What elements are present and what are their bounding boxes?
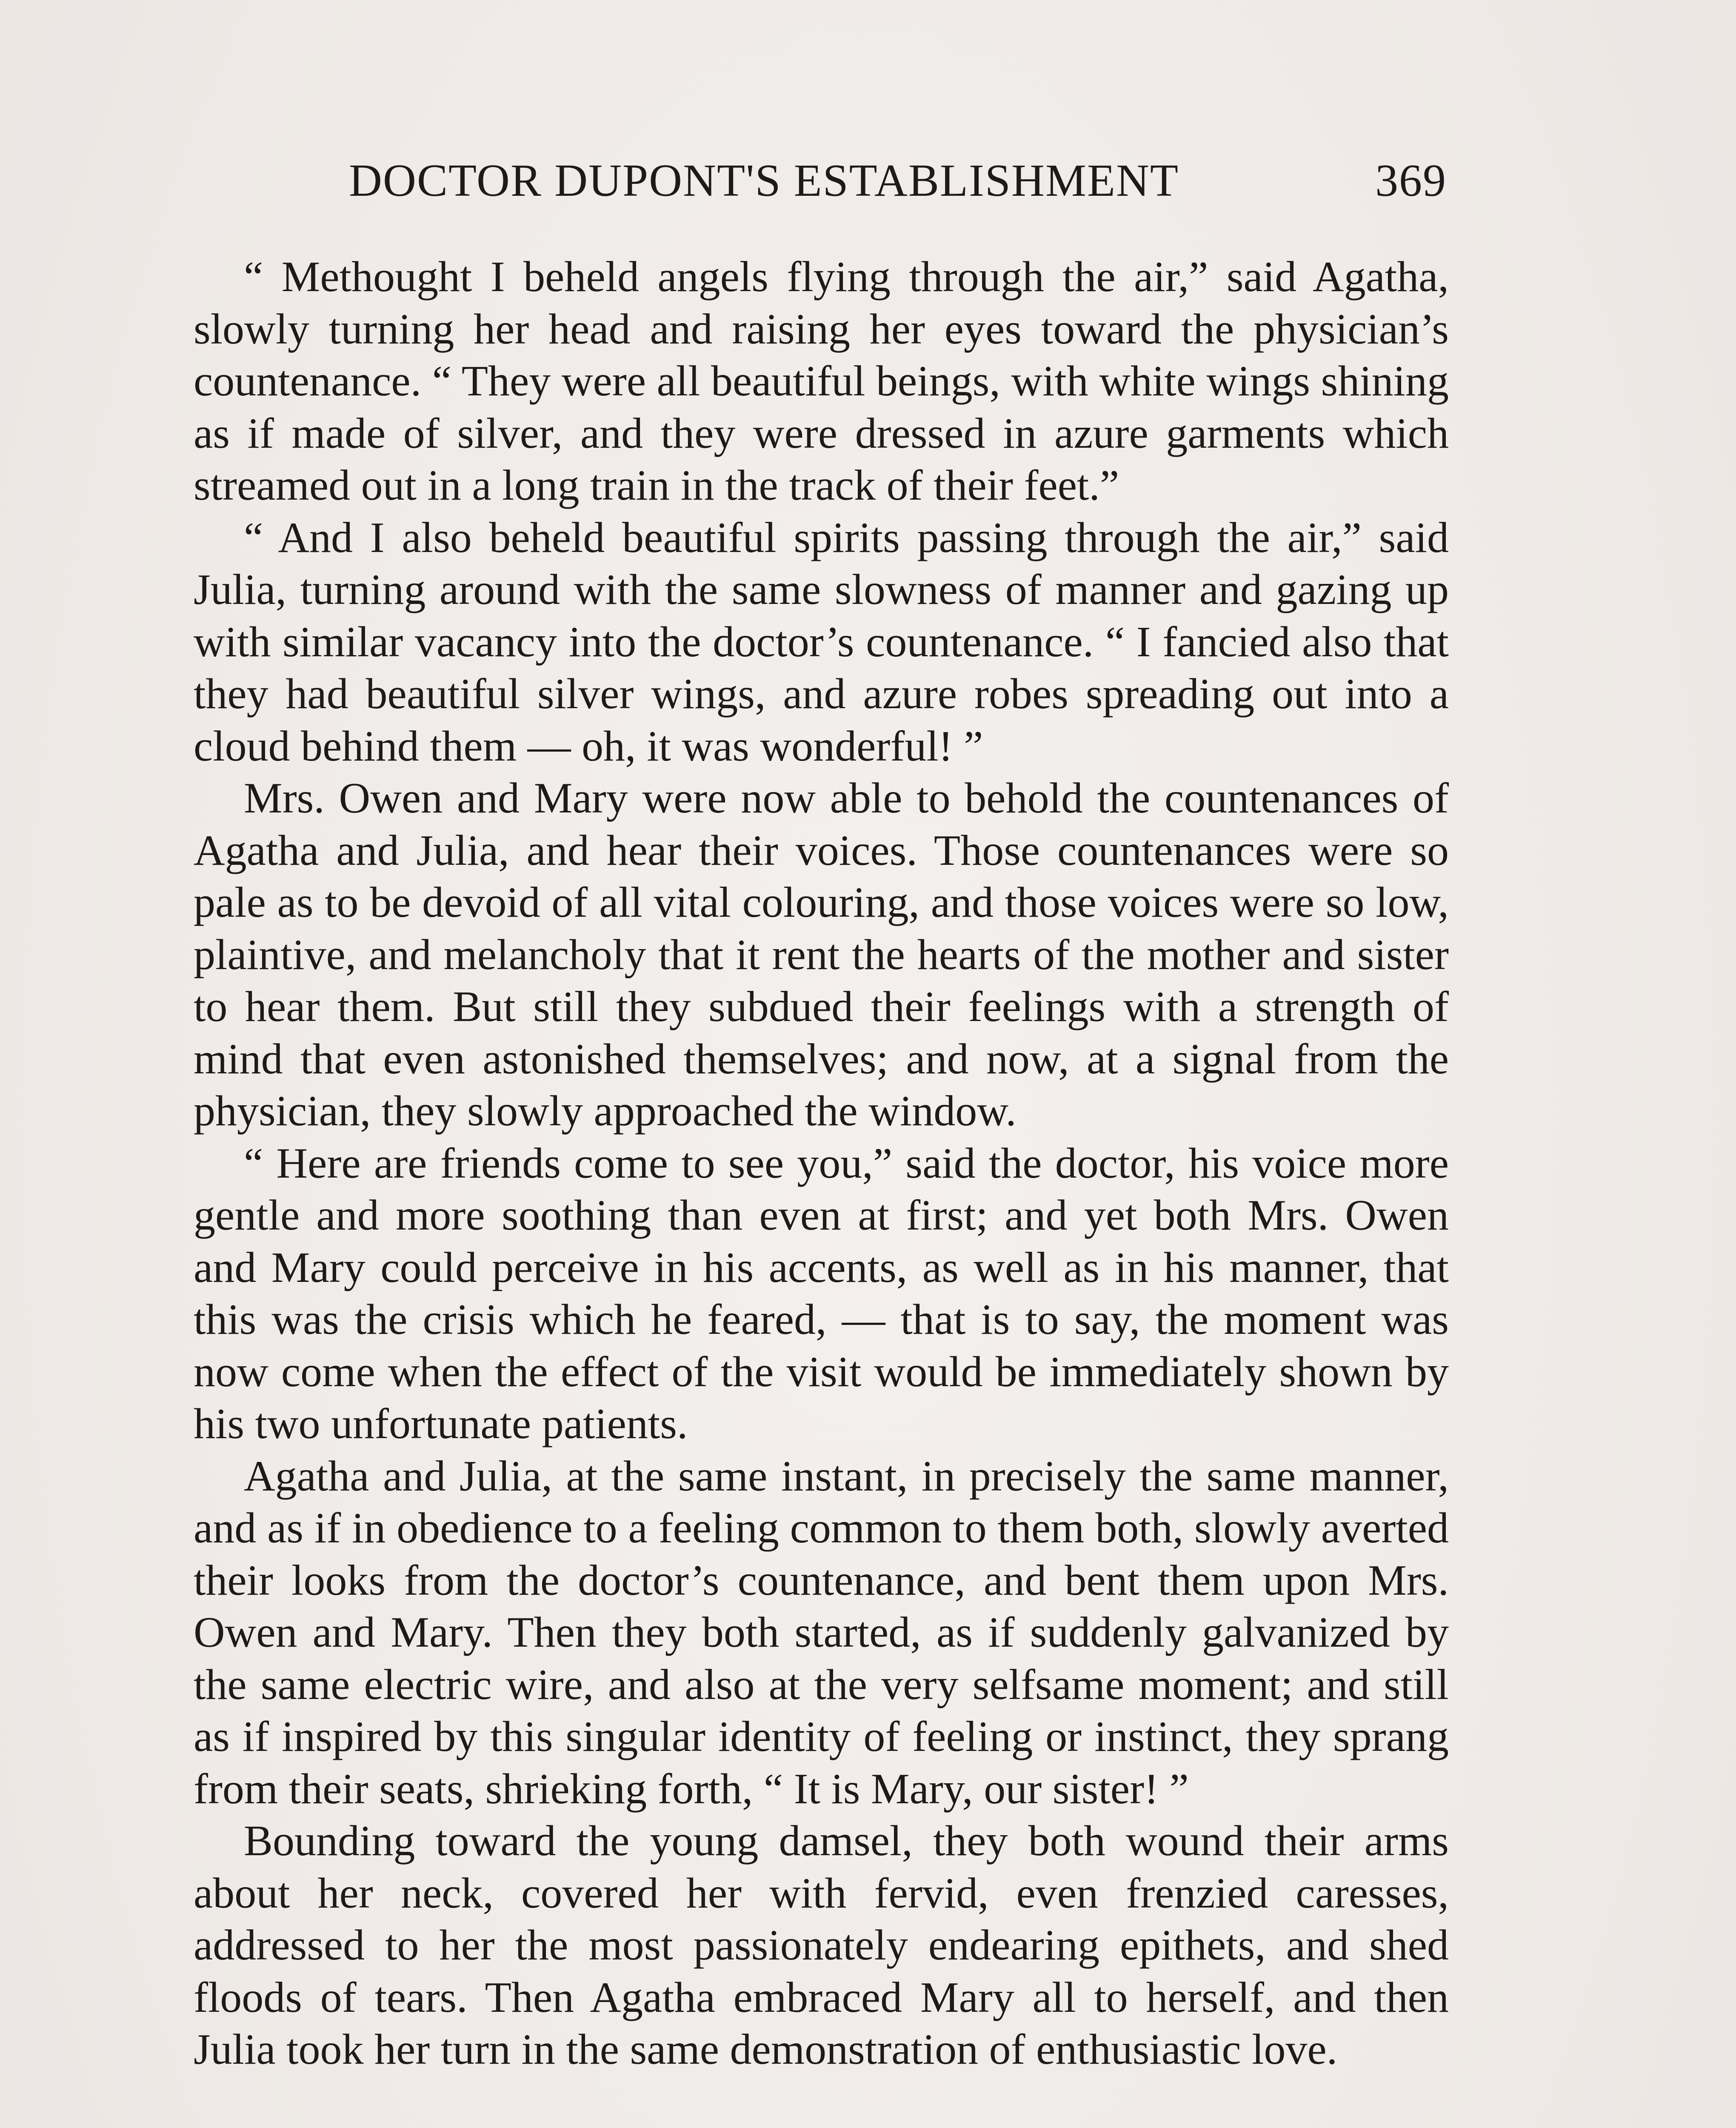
body-text xyxy=(194,251,1449,2076)
paragraph: Bounding toward the young damsel, they both wound their arms about her neck, covered her with fervid, even frenzied caresses, addressed to her the most passionately endearing epithets, and shed floods of tears. Then Agatha embraced Mary all to herself, and then Julia took her turn in the same demonstration of enthusiastic love. xyxy=(194,1817,1449,2074)
paragraph: Mrs. Owen and Mary were now able to behold the countenances of Agatha and Julia, and hear their voices. Those countenances were so pale as to be devoid of all vital colouring, and those voices were so low, plaintive, and melancholy that it rent the hearts of the mother and sister to hear them. But still they subdued their feelings with a strength of mind that even astonished themselves; and now, at a signal from the physician, they slowly approached the window. xyxy=(194,774,1449,1135)
running-head-title: DOCTOR DUPONT'S ESTABLISHMENT xyxy=(349,155,1179,206)
paragraph: “ Here are friends come to see you,” said the doctor, his voice more gentle and more soothing than even at first; and yet both Mrs. Owen and Mary could perceive in his accents, as well as in his manner, that this was the crisis which he feared, — that is to say, the moment was now come when the effect of the visit would be immediately shown by his two unfortunate patients. xyxy=(194,1139,1449,1448)
page-number: 369 xyxy=(1375,155,1447,206)
running-head xyxy=(349,149,1447,213)
paragraph: “ Methought I beheld angels flying through the air,” said Agatha, slowly turning her head and raising her eyes toward the physician’s countenance. “ They were all beautiful beings, with white wings shining as if made of silver, and they were dressed in azure garments which streamed out in a long train in the track of their feet.” xyxy=(194,253,1449,509)
paragraph: “ And I also beheld beautiful spirits passing through the air,” said Julia, turning around with the same slowness of manner and gazing up with similar vacancy into the doctor’s countenance. “ I fancied also that they had beautiful silver wings, and azure robes spreading out into a cloud behind them — oh, it was wonderful! ” xyxy=(194,513,1449,770)
paragraph: Agatha and Julia, at the same instant, in precisely the same manner, and as if in obedience to a feeling common to them both, slowly averted their looks from the doctor’s countenance, and bent them upon Mrs. Owen and Mary. Then they both started, as if suddenly galvanized by the same electric wire, and also at the very selfsame moment; and still as if inspired by this singular identity of feeling or instinct, they sprang from their seats, shrieking forth, “ It is Mary, our sister! ” xyxy=(194,1452,1449,1813)
